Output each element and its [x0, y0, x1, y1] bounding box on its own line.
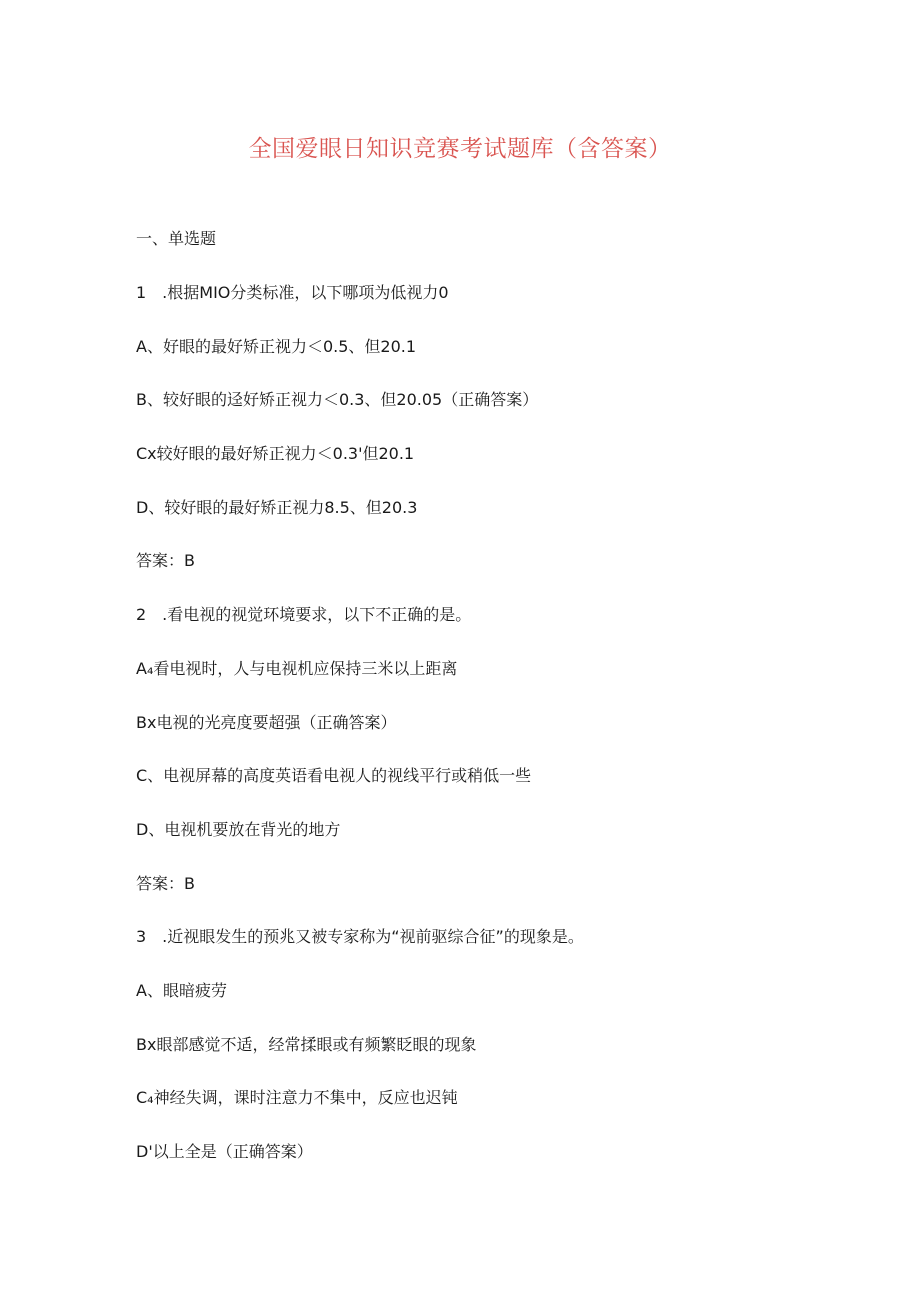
- option-b: B、较好眼的迳好矫正视力＜0.3、但20.05（正确答案）: [136, 390, 539, 410]
- option-d: D、较好眼的最好矫正视力8.5、但20.3: [136, 497, 418, 517]
- question-1: [136, 280, 856, 574]
- question-stem: 3 .近视眼发生的预兆又被专家称为“视前驱综合征”的现象是。: [136, 927, 584, 947]
- option-c: C₄神经失调，课时注意力不集中，反应也迟钝: [136, 1088, 458, 1108]
- question-3: [136, 924, 856, 1165]
- question-stem: 1 .根据MIO分类标准，以下哪项为低视力0: [136, 283, 449, 302]
- option-d: D'以上全是（正确答案）: [136, 1142, 313, 1161]
- section-heading: 一、单选题: [136, 229, 217, 248]
- option-c: Cx较好眼的最好矫正视力＜0.3'但20.1: [136, 444, 415, 464]
- answer: 答案：B: [136, 873, 195, 893]
- document-title: 全国爱眼日知识竞赛考试题库（含答案）: [248, 136, 672, 162]
- question-2: [136, 602, 856, 896]
- answer: 答案：B: [136, 551, 195, 571]
- option-a: A、眼暗疲劳: [136, 980, 227, 1000]
- option-b: Bx电视的光亮度要超强（正确答案）: [136, 712, 397, 732]
- question-stem: 2 .看电视的视觉环境要求，以下不正确的是。: [136, 605, 472, 625]
- document-content: [136, 226, 856, 1193]
- option-b: Bx眼部感觉不适，经常揉眼或有频繁眨眼的现象: [136, 1034, 477, 1054]
- option-c: C、电视屏幕的高度英语看电视人的视线平行或稍低一些: [136, 766, 532, 786]
- option-d: D、电视机要放在背光的地方: [136, 819, 341, 839]
- option-a: A₄看电视时，人与电视机应保持三米以上距离: [136, 658, 458, 678]
- option-a: A、好眼的最好矫正视力＜0.5、但20.1: [136, 336, 417, 356]
